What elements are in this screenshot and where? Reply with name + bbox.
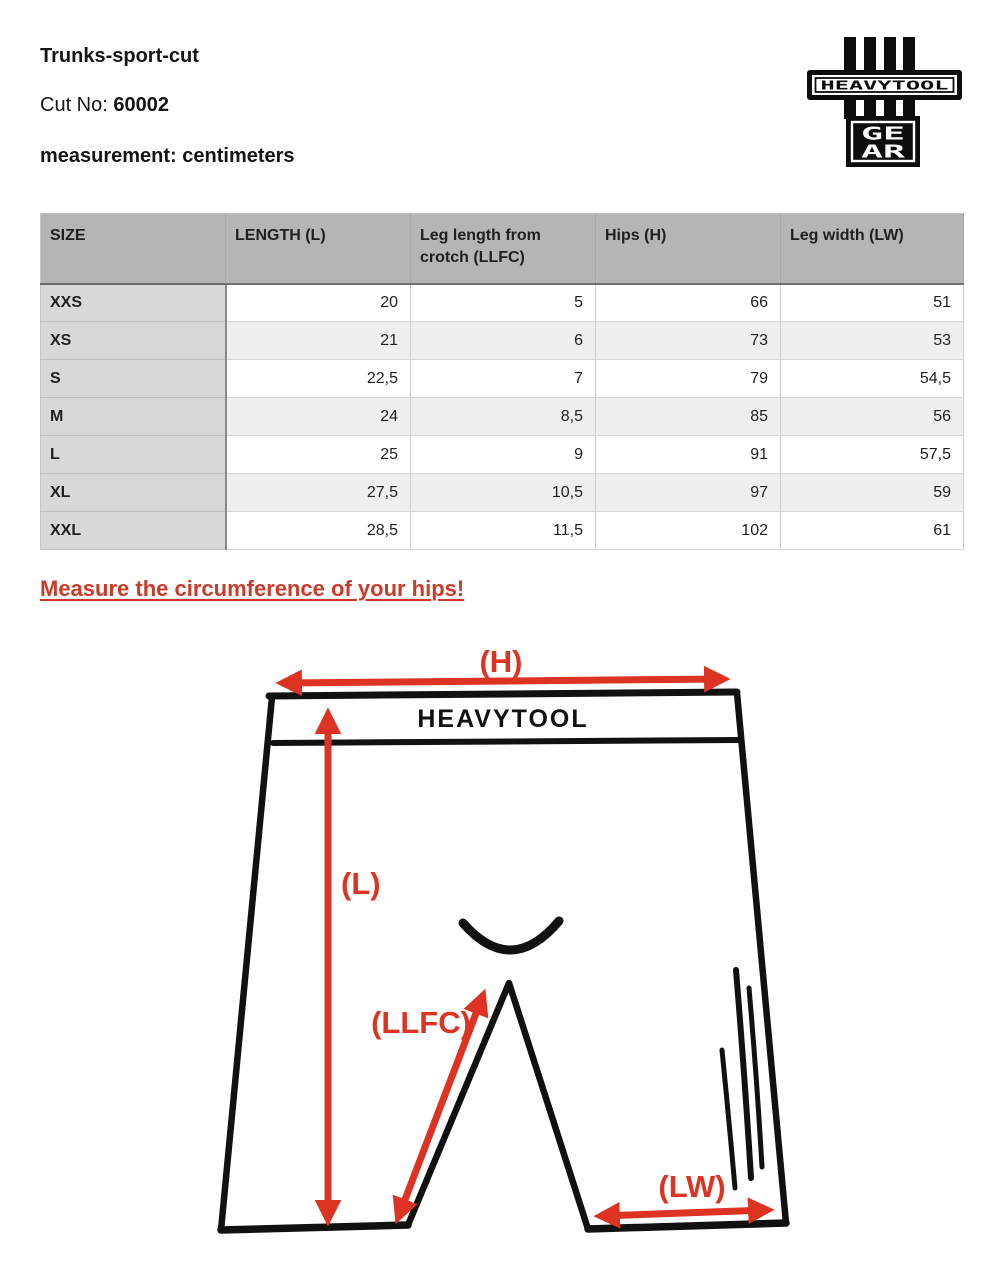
logo-brand-text: HEAVYTOOL xyxy=(820,77,950,93)
llfc-cell: 6 xyxy=(411,322,596,360)
llfc-cell: 10,5 xyxy=(411,474,596,512)
leg-width-cell: 54,5 xyxy=(781,360,964,398)
length-cell: 22,5 xyxy=(226,360,411,398)
cut-number-label: Cut No: xyxy=(40,94,114,116)
llfc-arrow-label: (LLFC) xyxy=(371,1005,471,1040)
hips-cell: 73 xyxy=(596,322,781,360)
column-header-leg-width: Leg width (LW) xyxy=(781,214,964,284)
hips-cell: 91 xyxy=(596,436,781,474)
hips-cell: 102 xyxy=(596,512,781,550)
size-cell: XXL xyxy=(41,512,226,550)
leg-width-cell: 61 xyxy=(781,512,964,550)
hips-arrow xyxy=(282,679,724,683)
crotch-curve xyxy=(463,921,559,950)
cut-number-line xyxy=(40,94,169,117)
length-cell: 27,5 xyxy=(226,474,411,512)
table-row xyxy=(41,436,964,474)
column-header-hips: Hips (H) xyxy=(596,214,781,284)
table-row xyxy=(41,474,964,512)
size-cell: XXS xyxy=(41,284,226,322)
size-cell: M xyxy=(41,398,226,436)
llfc-cell: 9 xyxy=(411,436,596,474)
column-header-llfc: Leg length from crotch (LLFC) xyxy=(411,214,596,284)
llfc-cell: 11,5 xyxy=(411,512,596,550)
table-header-row xyxy=(41,214,964,284)
leg-width-cell: 57,5 xyxy=(781,436,964,474)
leg-width-cell: 53 xyxy=(781,322,964,360)
waistband-top-edge xyxy=(269,692,737,696)
table-row xyxy=(41,322,964,360)
heavytool-gear-logo-icon xyxy=(805,33,963,169)
waistband-bottom-edge xyxy=(273,740,739,743)
column-header-length: LENGTH (L) xyxy=(226,214,411,284)
table-row xyxy=(41,360,964,398)
table-row xyxy=(41,512,964,550)
waistband-brand-text: HEAVYTOOL xyxy=(417,705,589,733)
length-arrow-label: (L) xyxy=(341,866,381,901)
llfc-cell: 8,5 xyxy=(411,398,596,436)
leg-width-cell: 59 xyxy=(781,474,964,512)
hips-measure-note: Measure the circumference of your hips! xyxy=(40,576,465,601)
leg-width-arrow xyxy=(600,1210,768,1216)
logo-gear-box xyxy=(846,116,920,167)
llfc-cell: 7 xyxy=(411,360,596,398)
length-cell: 25 xyxy=(226,436,411,474)
length-cell: 28,5 xyxy=(226,512,411,550)
side-seam-lines xyxy=(722,970,762,1188)
trunks-outline xyxy=(221,692,786,1230)
llfc-cell: 5 xyxy=(411,284,596,322)
logo-brand-band xyxy=(807,70,962,100)
column-header-size: SIZE xyxy=(41,214,226,284)
logo-gear-text-line2: AR xyxy=(861,141,906,163)
hips-cell: 85 xyxy=(596,398,781,436)
page-title: Trunks-sport-cut xyxy=(40,45,199,67)
table-row xyxy=(41,398,964,436)
measurement-unit-line: measurement: centimeters xyxy=(40,145,295,167)
leg-width-cell: 51 xyxy=(781,284,964,322)
table-row xyxy=(41,284,964,322)
hips-arrow-label: (H) xyxy=(479,644,523,679)
hips-cell: 66 xyxy=(596,284,781,322)
trunks-measurement-diagram xyxy=(0,640,1001,1280)
size-cell: L xyxy=(41,436,226,474)
logo-gear-text-line1: GE xyxy=(861,123,905,145)
cut-number-value: 60002 xyxy=(113,94,169,116)
length-cell: 24 xyxy=(226,398,411,436)
length-cell: 21 xyxy=(226,322,411,360)
hips-cell: 97 xyxy=(596,474,781,512)
hips-cell: 79 xyxy=(596,360,781,398)
logo-top-bars xyxy=(844,37,915,72)
size-cell: S xyxy=(41,360,226,398)
size-cell: XS xyxy=(41,322,226,360)
size-table xyxy=(40,213,964,550)
length-cell: 20 xyxy=(226,284,411,322)
leg-width-cell: 56 xyxy=(781,398,964,436)
leg-width-arrow-label: (LW) xyxy=(658,1169,726,1204)
size-cell: XL xyxy=(41,474,226,512)
